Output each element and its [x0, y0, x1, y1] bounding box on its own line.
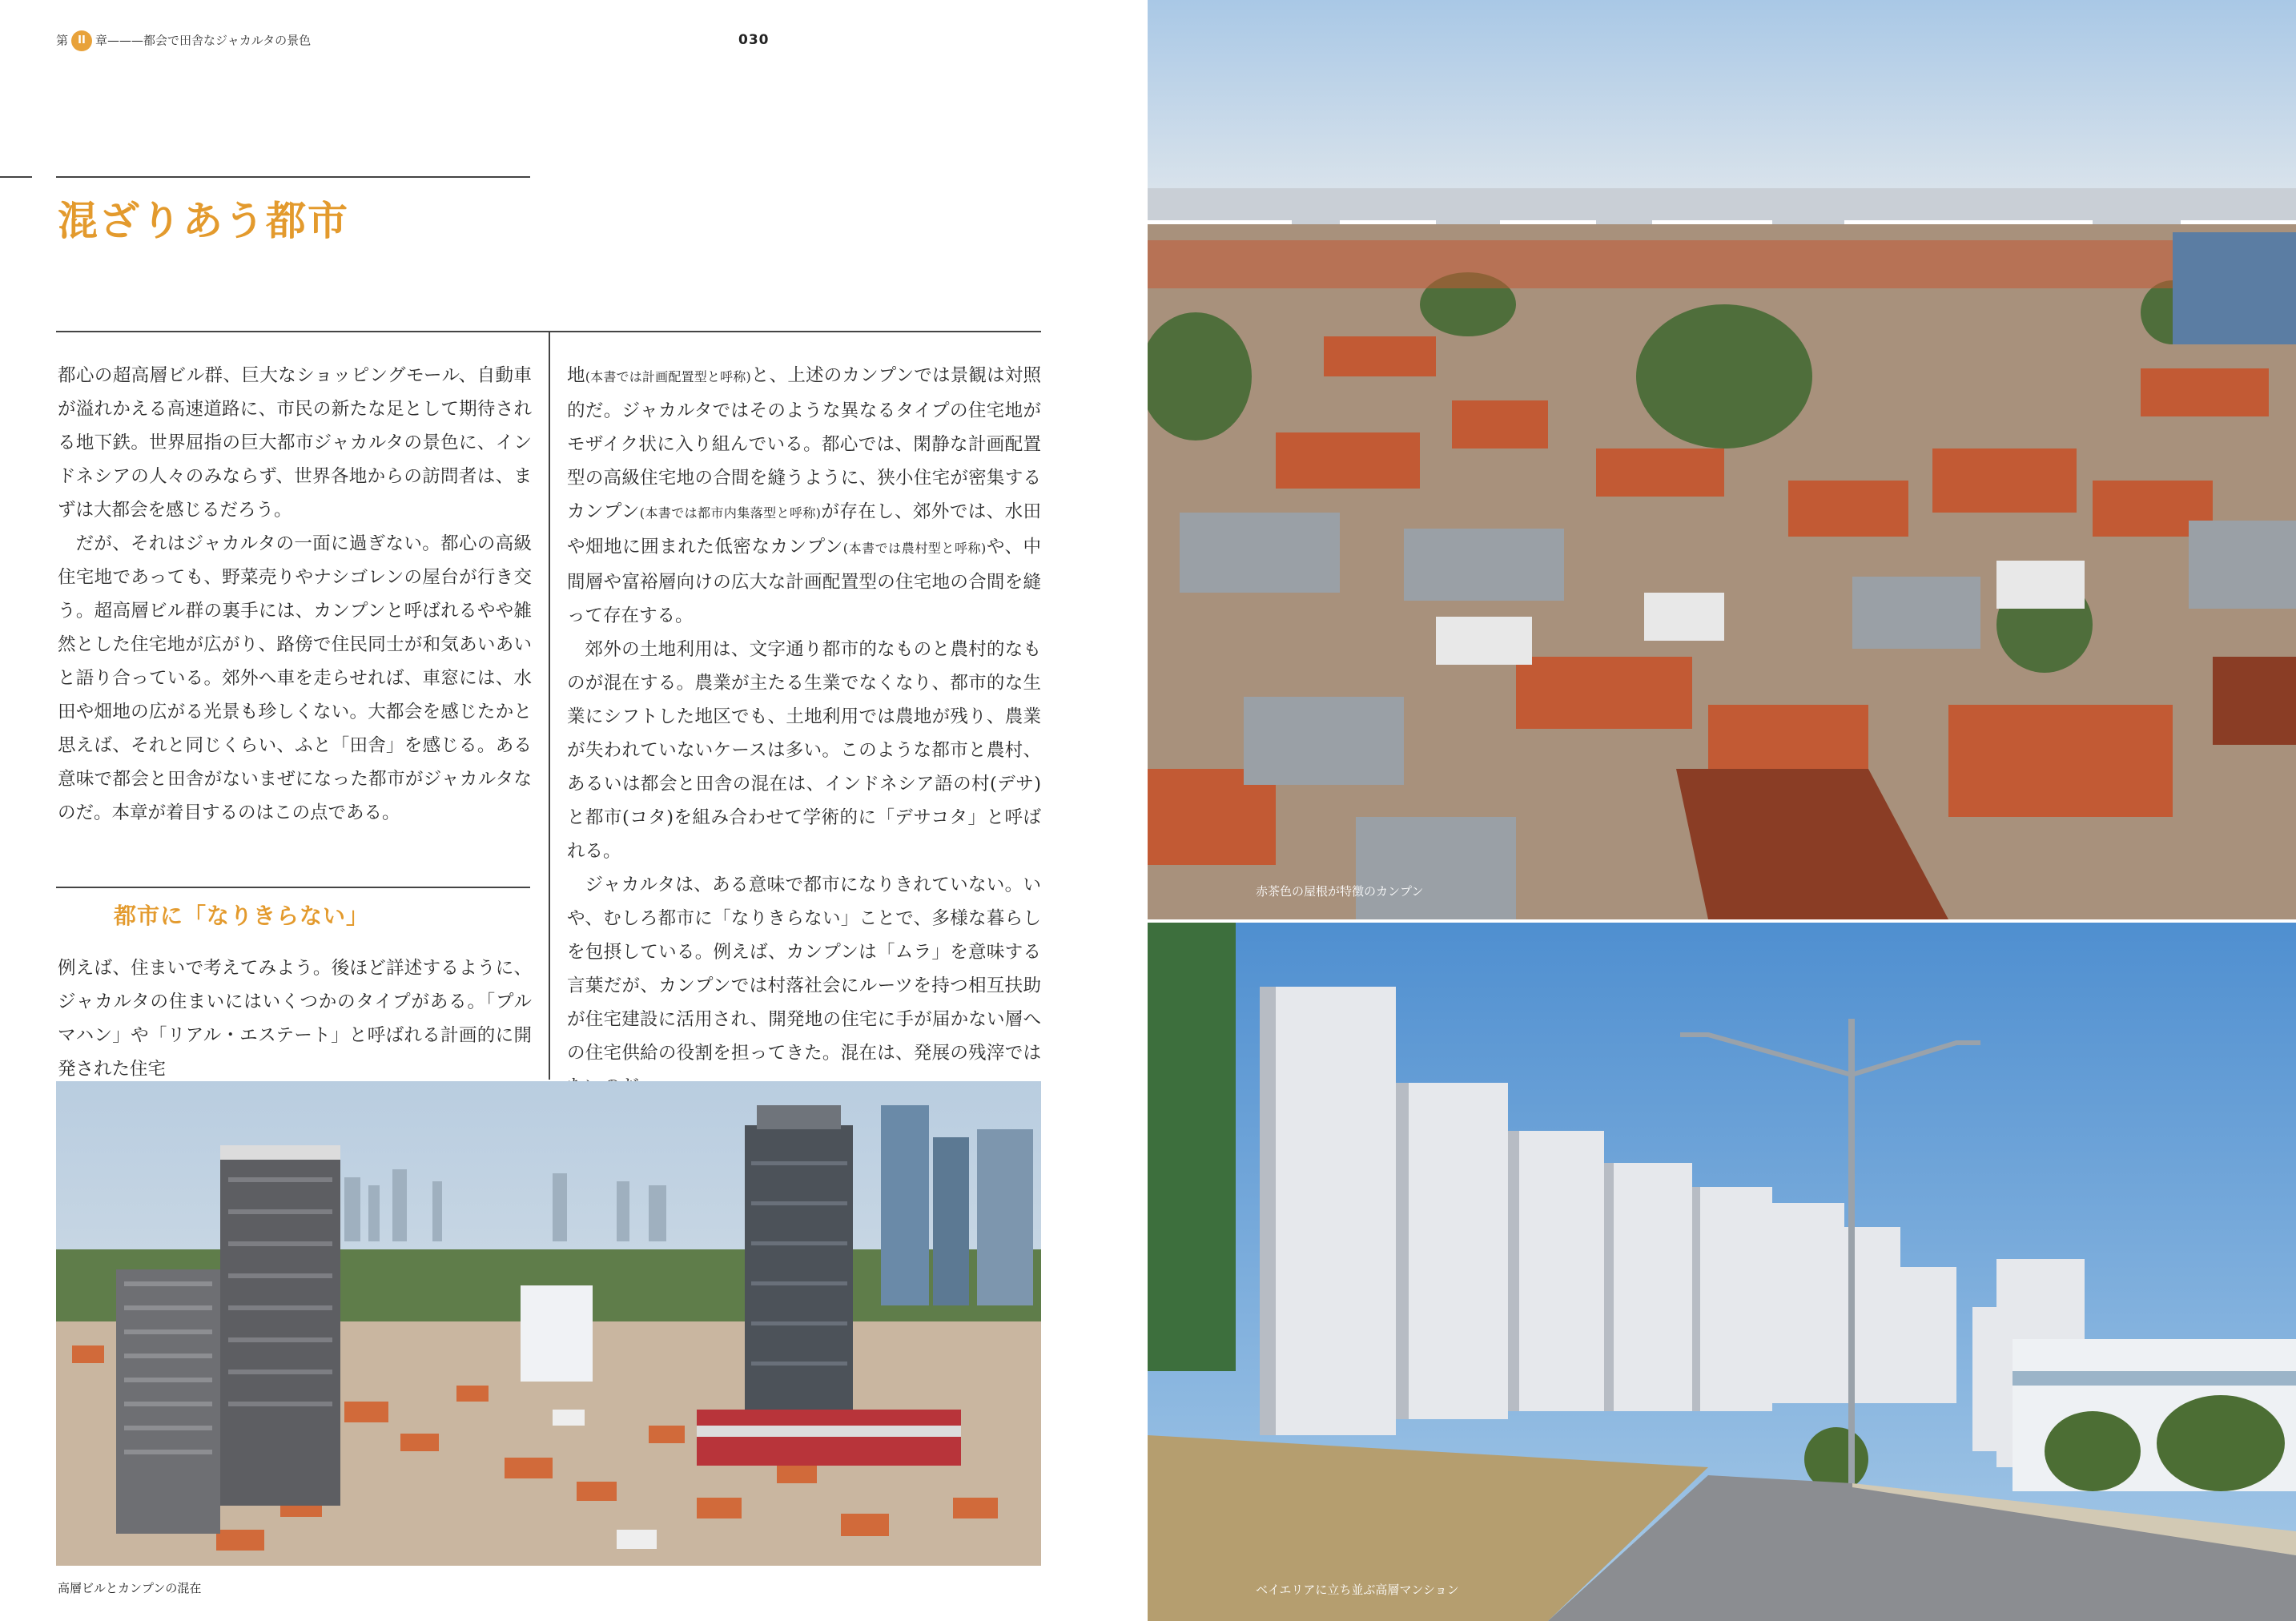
note: (本書では農村型と呼称) [842, 541, 987, 556]
paragraph-2: だが、それはジャカルタの一面に過ぎない。都心の高級住宅地であっても、野菜売りやナシゴレンの屋台が行き交う。超高層ビル群の裏手には、カンプンと呼ばれるやや雑然とした住宅地が広がり、路傍で住民同士が和気あいあいと語り合っている。郊外へ車を走らせれば、車窓には、水田や畑地の広がる光景も珍しくない。大都会を感じたかと思えば、それと同じくらい、ふと「田舎」を感じる。ある意味で都会と田舎がないまぜになった都市がジャカルタなのだ。本章が着目するのはこの点である。 [58, 533, 532, 823]
chapter-badge: II [71, 30, 92, 51]
title-rule-stub [0, 176, 32, 178]
page-number-left: 030 [738, 32, 770, 48]
photo-highrise-kampung [56, 1081, 1041, 1566]
note: (本書では都市内集落型と呼称) [639, 505, 822, 521]
photo-caption-bottom-right: ベイエリアに立ち並ぶ高層マンション [1256, 1583, 1459, 1597]
subhead-rule [56, 887, 530, 888]
chapter-title: ———都会で田舎なジャカルタの景色 [107, 33, 312, 48]
column-1 [58, 359, 532, 830]
chapter-suffix: 章 [95, 33, 108, 48]
column-2 [567, 359, 1041, 1104]
photo-caption-top-right: 赤茶色の屋根が特徴のカンプン [1256, 884, 1424, 899]
chapter-header [56, 30, 311, 51]
column-divider [549, 331, 550, 1080]
photo-kampung-roofs [1148, 0, 2296, 919]
paragraph-3: 例えば、住まいで考えてみよう。後ほど詳述するように、ジャカルタの住まいにはいくつかのタイプがある。「プルマハン」や「リアル・エステート」と呼ばれる計画的に開発された住宅 [58, 958, 532, 1080]
paragraph-1: 都心の超高層ビル群、巨大なショッピングモール、自動車が溢れかえる高速道路に、市民の新たな足として期待される地下鉄。世界屈指の巨大都市ジャカルタの景色に、インドネシアの人々のみならず、世界各地からの訪問者は、まずは大都会を感じるだろう。 [58, 365, 532, 521]
chapter-prefix: 第 [56, 33, 69, 48]
column-1-continued [58, 951, 532, 1086]
subheading: 都市に「なりきらない」 [114, 903, 370, 929]
photo-kampung-roofs-image [1148, 0, 2296, 919]
photo-bayarea-mansions [1148, 923, 2296, 1621]
paragraph-4: 地(本書では計画配置型と呼称)と、上述のカンプンでは景観は対照的だ。ジャカルタではそのような異なるタイプの住宅地がモザイク状に入り組んでいる。都心では、閑静な計画配置型の高級住宅地の合間を縫うように、狭小住宅が密集するカンプン(本書では都市内集落型と呼称)が存在し、郊外では、水田や畑地に囲まれた低密なカンプン(本書では農村型と呼称)や、中間層や富裕層向けの広大な計画配置型の住宅地の合間を縫って存在する。 [567, 365, 1041, 626]
page-title: 混ざりあう都市 [58, 197, 349, 244]
title-rule [56, 176, 530, 178]
photo-caption-left: 高層ビルとカンプンの混在 [58, 1581, 202, 1595]
photo-bayarea-mansions-image [1148, 923, 2296, 1621]
paragraph-6: ジャカルタは、ある意味で都市になりきれていない。いや、むしろ都市に「なりきらない」ことで、多様な暮らしを包摂している。例えば、カンプンは「ムラ」を意味する言葉だが、カンプンでは村落社会にルーツを持つ相互扶助が住宅建設に活用され、開発地の住宅に手が届かない層への住宅供給の役割を担ってきた。混在は、発展の残滓では [567, 875, 1041, 1064]
photo-highrise-kampung-image [56, 1081, 1041, 1566]
paragraph-5: 郊外の土地利用は、文字通り都市的なものと農村的なものが混在する。農業が主たる生業でなくなり、都市的な生業にシフトした地区でも、土地利用では農地が残り、農業が失われていないケースは多い。このような都市と農村、あるいは都会と田舎の混在は、インドネシア語の村(デサ)と都市(コタ)を組み合わせて学術的に「デサコタ」と呼ばれる。 [567, 639, 1041, 862]
note: (本書では計画配置型と呼称) [585, 369, 751, 384]
